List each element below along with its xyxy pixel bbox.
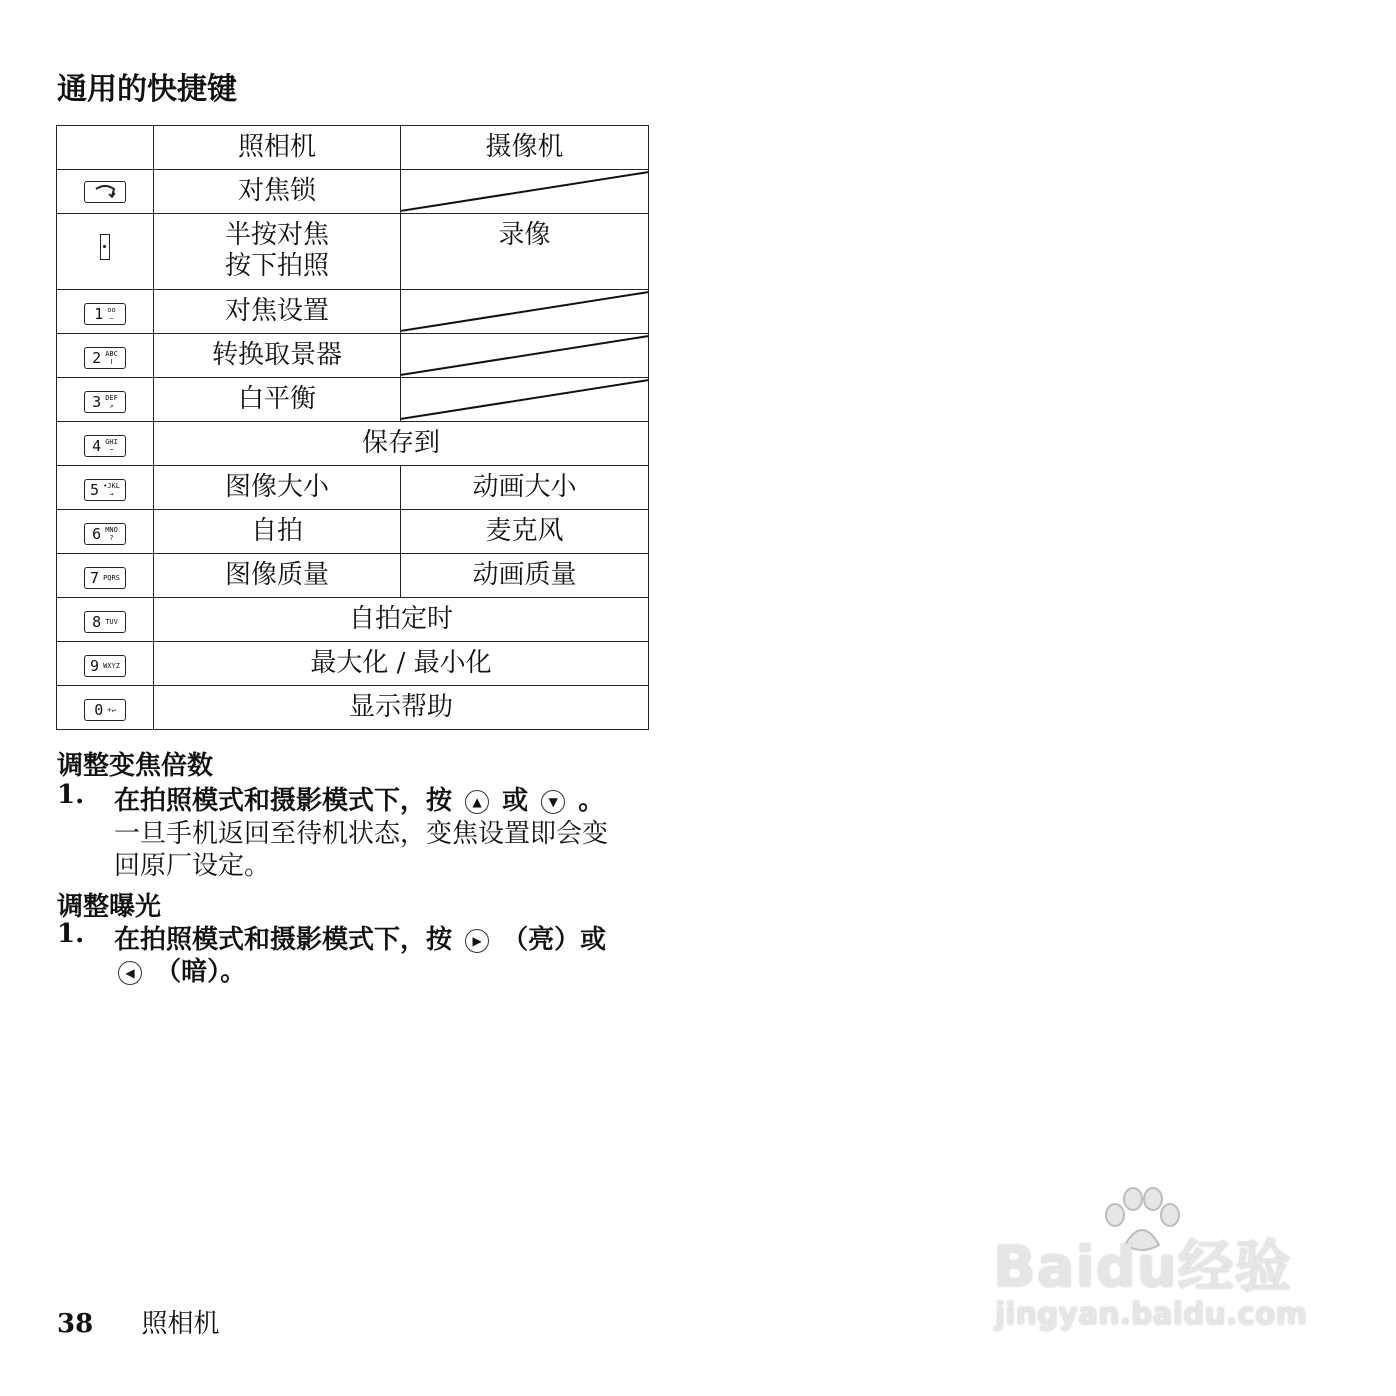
action-cell: 显示帮助 [154,686,649,730]
video-action-cell [401,554,649,598]
header-cell: 摄像机 [401,126,649,170]
watermark-brand: Baidu经验 [993,1235,1292,1300]
key-3-icon: 3 DEF ↗ [84,391,126,413]
up-arrow-icon: ▲ [465,790,489,814]
right-arrow-icon: ▶ [465,929,489,953]
table-row [57,422,649,466]
exposure-dark-text: （暗）。 [155,957,247,987]
exposure-bright-text: （亮）或 [502,925,607,955]
key-0-icon: 0 +↵ [84,699,126,721]
exposure-heading: 调整曝光 [57,892,162,922]
key-5-icon: 5 •JKL → [84,479,126,501]
zoom-note-line2: 回原厂设定。 [114,851,271,881]
table-row [57,334,649,378]
video-action-cell [401,510,649,554]
zoom-step-end: 。 [578,786,605,816]
key-8-icon: 8 TUV [84,611,126,633]
key-9-icon: 9 WXYZ [84,655,126,677]
not-applicable-cell [401,334,649,378]
send-key-icon [84,181,126,203]
key-1-icon: 1 oo — [84,303,126,325]
key-cell [57,686,154,730]
key-cell [57,170,154,214]
video-action-text: 麦克风 [485,515,564,546]
page-footer [57,1303,219,1340]
table-row [57,214,649,290]
camera-action-cell: 自拍 [154,510,401,554]
zoom-note-line1: 一旦手机返回至待机状态，变焦设置即会变 [114,819,609,849]
table-row [57,510,649,554]
left-arrow-icon: ◀ [118,961,142,985]
table-row [57,378,649,422]
diagonal-line [401,290,648,333]
video-action-text: 录像 [498,220,551,250]
key-cell [57,422,154,466]
side-key-icon [100,234,110,260]
table-row [57,170,649,214]
header-cell: 照相机 [154,126,401,170]
footer-section-title: 照相机 [141,1309,220,1339]
watermark-url: jingyan.baidu.com [995,1297,1307,1332]
key-cell [57,334,154,378]
video-action-cell [401,214,649,290]
key-cell [57,290,154,334]
video-action-text: 动画大小 [472,471,577,502]
exposure-step-text: 在拍照模式和摄影模式下，按 [114,925,453,955]
action-cell: 自拍定时 [154,598,649,642]
table-row [57,290,649,334]
video-action-cell [401,466,649,510]
zoom-heading: 调整变焦倍数 [57,751,214,781]
camera-action-cell: 转换取景器 [154,334,401,378]
key-cell [57,214,154,290]
video-action-text: 动画质量 [472,559,577,590]
key-6-icon: 6 MNO ? [84,523,126,545]
key-cell [57,378,154,422]
shortcut-table [56,125,649,730]
table-row [57,554,649,598]
key-2-icon: 2 ABC Ⅰ [84,347,126,369]
zoom-or-text: 或 [502,786,529,816]
zoom-step-text: 在拍照模式和摄影模式下，按 [114,786,453,816]
diagonal-line [401,378,648,421]
camera-action-line: 按下拍照 [224,251,329,282]
step-number: 1. [57,919,85,949]
page-number: 38 [57,1309,94,1339]
key-cell [57,598,154,642]
camera-action-cell: 图像大小 [154,466,401,510]
camera-action-line: 半按对焦 [224,220,329,250]
down-arrow-icon: ▼ [541,790,565,814]
step-number: 1. [57,780,85,810]
key-7-icon: 7 PQRS [84,567,126,589]
table-row [57,598,649,642]
diagonal-line [401,334,648,377]
diagonal-line [401,170,648,213]
header-empty-cell [57,126,154,170]
camera-action-cell: 对焦设置 [154,290,401,334]
table-row [57,686,649,730]
exposure-step [57,919,657,955]
table-header-row [57,126,649,170]
camera-action-cell: 白平衡 [154,378,401,422]
key-cell [57,466,154,510]
camera-action-cell: 对焦锁 [154,170,401,214]
baidu-watermark [985,1185,1315,1345]
key-cell [57,510,154,554]
page-title: 通用的快捷键 [57,72,237,107]
not-applicable-cell [401,170,649,214]
zoom-step [57,780,657,816]
not-applicable-cell [401,378,649,422]
action-cell: 最大化 / 最小化 [154,642,649,686]
action-cell: 保存到 [154,422,649,466]
camera-action-cell: 图像质量 [154,554,401,598]
key-4-icon: 4 GHI ~ [84,435,126,457]
table-row [57,466,649,510]
table-row [57,642,649,686]
not-applicable-cell [401,290,649,334]
key-cell [57,642,154,686]
key-cell [57,554,154,598]
camera-action-cell [154,214,401,290]
